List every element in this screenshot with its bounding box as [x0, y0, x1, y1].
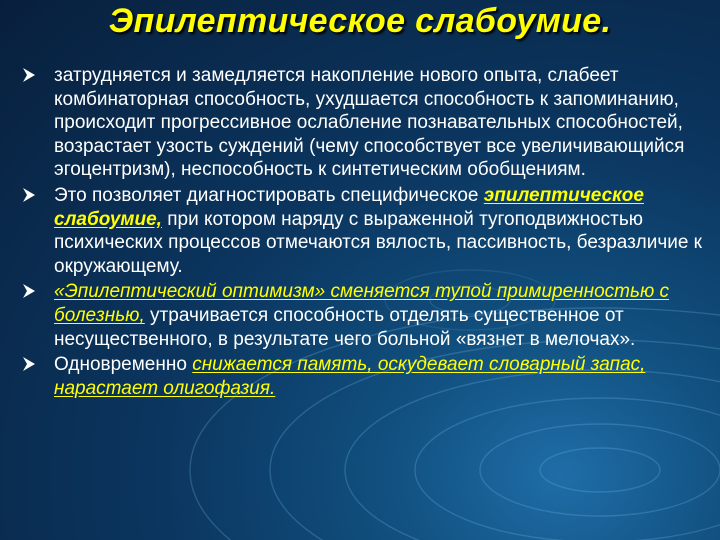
list-item — [22, 280, 718, 351]
arrowhead-bullet-icon — [22, 188, 36, 202]
bullet-list — [22, 64, 718, 402]
bullet-text: утрачивается способность отделять существенное от несущественного, в результате чего больной «вязнет в мелочах». — [54, 304, 636, 350]
list-item — [22, 64, 718, 182]
bullet-text: затрудняется и замедляется накопление нового опыта, слабеет комбинаторная способность, ухудшается способность к запоминанию, происходит прогрессивное ослабление познавательных способностей, возрастает узость суждений (чему способствует все увеличивающийся эгоцентризм), неспособность к синтетическим обобщениям. — [54, 65, 685, 181]
arrowhead-bullet-icon — [22, 357, 36, 371]
highlighted-term: снижается память, оскудевает словарный запас, нарастает олигофазия. — [54, 354, 646, 399]
arrowhead-bullet-icon — [22, 68, 36, 82]
slide-title: Эпилептическое слабоумие. — [108, 2, 612, 40]
highlighted-term: «Эпилептический оптимизм» сменяется тупой примиренностью с болезнью, — [54, 281, 670, 326]
list-item — [22, 184, 718, 278]
bullet-text: Одновременно — [54, 354, 193, 376]
arrowhead-bullet-icon — [22, 284, 36, 298]
bullet-text: при котором наряду с выраженной тугоподвижностью психических процессов отмечаются вялость, пассивность, безразличие к окружающему. — [54, 208, 702, 277]
highlighted-term: эпилептическое слабоумие, — [54, 184, 644, 230]
list-item — [22, 353, 718, 400]
bullet-text: Это позволяет диагностировать специфическое — [54, 184, 484, 206]
